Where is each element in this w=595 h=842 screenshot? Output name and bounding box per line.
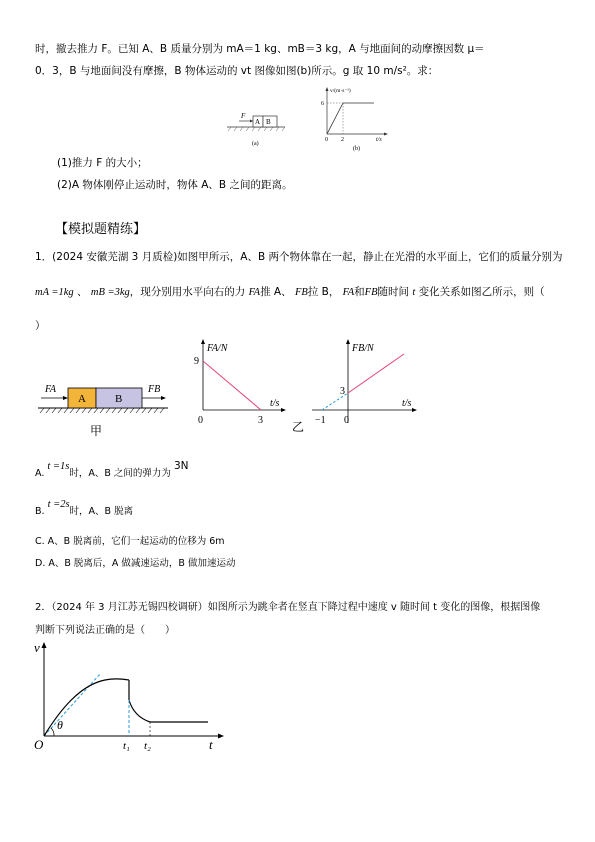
graph-fa-y9: 9 [194,356,199,367]
fig-b-ylabel: v/(m·s⁻¹) [330,88,351,94]
jia-FA-label: FA [45,384,56,395]
figure-a [225,108,290,150]
graph-fb-ylabel: FB/N [352,343,374,354]
option-a [35,460,189,480]
fig-b-xlabel: t/s [376,137,382,143]
p1-FB2: FB [364,287,378,298]
graph-fa-x0: 0 [198,415,203,426]
graph-fa-x3: 3 [258,415,263,426]
jia-FB-label: FB [148,384,161,395]
graph-fa-ylabel: FA/N [207,343,228,354]
p1-pull: 拉 B， [307,286,340,298]
graph-fb [292,338,422,448]
p1-FB: FB [294,287,308,298]
p1-close-paren: ） [35,320,46,332]
question-2: (2)A 物体刚停止运动时，物体 A、B 之间的距离。 [57,179,293,191]
option-b-text: 时，A、B 脱离 [69,506,134,517]
yi-caption: 乙 [292,420,305,434]
fig-b-caption: (b) [353,146,360,152]
jia-label-b: B [115,393,123,405]
p1-sep: 、 [77,286,88,298]
graph-fa-line [203,361,261,410]
intro-line-2: 0．3，B 与地面间没有摩擦，B 物体运动的 vt 图像如图(b)所示。g 取 10 m/s²。求： [35,65,439,77]
fig-b-y6: 6 [321,101,324,107]
option-c: C. A、B 脱离前，它们一起运动的位移为 6m [35,536,225,547]
p1-mA: mA =1kg [35,287,74,298]
p1-and: 和 [354,286,365,298]
graph-fb-line [348,354,404,393]
fig-a-force-label: F [241,112,246,120]
fig-b-x2: 2 [341,137,344,143]
fig-a-label-a: A [255,118,261,126]
p1-tail: 变化关系如图乙所示，则（ [418,286,545,298]
graph-v-t2: t₂ [144,740,151,752]
option-a-text: 时，A、B 之间的弹力为 [69,468,171,479]
graph-v-origin: O [34,737,44,752]
fig-b-x0: 0 [325,137,328,143]
section-title: 【模拟题精练】 [55,222,147,237]
option-a-label: A. [35,468,45,479]
p1-mB: mB =3kg [90,287,130,298]
graph-v-theta: θ [57,718,63,732]
graph-fa [188,338,288,448]
fig-a-caption: (a) [252,141,259,147]
graph-fb-y3: 3 [340,386,345,397]
option-d: D. A、B 脱离后，A 做减速运动，B 做加速运动 [35,558,236,569]
p1-FA: FA [248,287,261,298]
intro-line-1: 时，撤去推力 F。已知 A、B 质量分别为 mA＝1 kg、mB＝3 kg，A 与地面间的动摩擦因数 μ＝ [35,43,485,55]
graph-v-t-axis-label: t [209,737,213,752]
option-b-label: B. [35,506,45,517]
graph-fb-xlabel: t/s [402,398,412,409]
question-1: (1)推力 F 的大小； [57,157,148,169]
p1-line-1: 1．(2024 安徽芜湖 3 月质检)如图甲所示，A、B 两个物体靠在一起，静止在光滑的水平面上，它们的质量分别为 [35,251,563,263]
p2-line-1: 2．（2024 年 3 月江苏无锡四校调研）如图所示为跳伞者在竖直下降过程中速度 v 随时间 t 变化的图像，根据图像 [35,602,541,613]
jia-caption: 甲 [90,424,103,438]
graph-v-label: v [34,640,40,655]
figure-jia [38,372,170,442]
p1-t: t [412,287,416,298]
graph-v-falling-curve [129,700,150,722]
graph-v-t1: t₁ [123,740,130,752]
graph-v-t [30,640,230,755]
option-a-value: 3N [173,460,189,472]
option-b-t: t =2s [47,499,70,510]
jia-label-a: A [78,393,86,405]
p1-FA2: FA [342,287,355,298]
option-a-t: t =1s [47,461,70,472]
option-b [35,499,134,518]
p1-line2-mid: ，现分别用水平向右的力 [129,286,246,298]
fig-a-label-b: B [266,118,271,126]
p2-line-2: 判断下列说法正确的是（ ） [35,625,175,636]
graph-fb-xm1: −1 [315,415,326,426]
p1-push: 推 A、 [260,286,292,298]
p1-rand: 随时间 [377,286,409,298]
graph-fa-xlabel: t/s [270,398,280,409]
graph-fb-x0: 0 [344,415,349,426]
p1-line-2 [35,287,545,299]
figure-b [312,84,392,152]
graph-v-tangent-line [44,674,100,736]
